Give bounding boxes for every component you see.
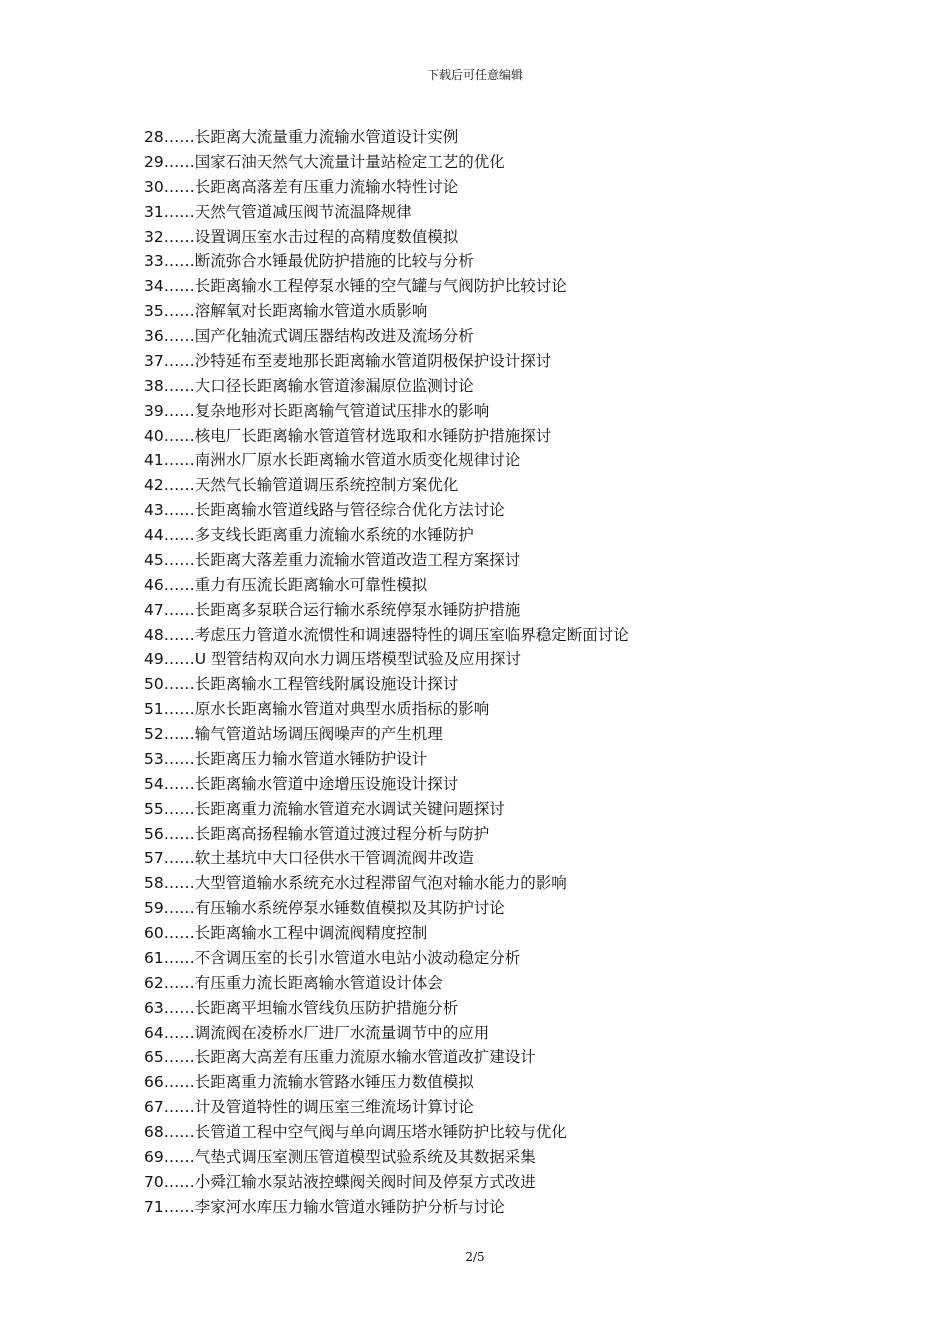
toc-item: 30……长距离高落差有压重力流输水特性讨论	[144, 177, 459, 196]
toc-item: 65……长距离大高差有压重力流原水输水管道改扩建设计	[144, 1048, 536, 1067]
toc-item: 53……长距离压力输水管道水锤防护设计	[144, 749, 428, 768]
page-header-note: 下载后可任意编辑	[426, 68, 523, 82]
toc-item: 68……长管道工程中空气阀与单向调压塔水锤防护比较与优化	[144, 1123, 567, 1141]
toc-item: 62……有压重力流长距离输水管道设计体会	[144, 973, 443, 992]
toc-item: 66……长距离重力流输水管路水锤压力数值模拟	[144, 1073, 474, 1092]
toc-item: 42……天然气长输管道调压系统控制方案优化	[144, 476, 459, 495]
page-number: 2/5	[465, 1250, 485, 1264]
toc-item: 47……长距离多泵联合运行输水系统停泵水锤防护措施	[144, 600, 521, 619]
toc-item: 31……天然气管道减压阀节流温降规律	[144, 202, 412, 221]
toc-item: 37……沙特延布至麦地那长距离输水管道阴极保护设计探讨	[144, 351, 552, 370]
toc-item: 56……长距离高扬程输水管道过渡过程分析与防护	[144, 824, 490, 843]
toc-item: 63……长距离平坦输水管线负压防护措施分析	[144, 998, 459, 1017]
toc-item: 44……多支线长距离重力流输水系统的水锤防护	[144, 526, 474, 544]
toc-item: 61……不含调压室的长引水管道水电站小波动稳定分析	[144, 948, 521, 967]
toc-item: 54……长距离输水管道中途增压设施设计探讨	[144, 774, 459, 793]
toc-item: 40……核电厂长距离输水管道管材选取和水锤防护措施探讨	[144, 426, 552, 445]
toc-item: 45……长距离大落差重力流输水管道改造工程方案探讨	[144, 550, 521, 569]
toc-item: 52……输气管道站场调压阀噪声的产生机理	[144, 725, 443, 743]
toc-item: 46……重力有压流长距离输水可靠性模拟	[144, 575, 428, 594]
toc-item: 71……李家河水库压力输水管道水锤防护分析与讨论	[144, 1197, 505, 1216]
toc-item: 41……南洲水厂原水长距离输水管道水质变化规律讨论	[144, 451, 521, 470]
toc-item: 38……大口径长距离输水管道渗漏原位监测讨论	[144, 376, 474, 395]
toc-item: 43……长距离输水管道线路与管径综合优化方法讨论	[144, 501, 505, 520]
toc-item: 59……有压输水系统停泵水锤数值模拟及其防护讨论	[144, 899, 505, 918]
toc-item: 51……原水长距离输水管道对典型水质指标的影响	[144, 700, 490, 719]
toc-item: 58……大型管道输水系统充水过程滞留气泡对输水能力的影响	[144, 874, 567, 893]
toc-item: 49……U 型管结构双向水力调压塔模型试验及应用探讨	[144, 650, 521, 669]
toc-item: 70……小舜江输水泵站液控蝶阀关阀时间及停泵方式改进	[144, 1172, 536, 1191]
toc-item: 34……长距离输水工程停泵水锤的空气罐与气阀防护比较讨论	[144, 277, 567, 296]
toc-item: 33……断流弥合水锤最优防护措施的比较与分析	[144, 252, 474, 271]
toc-item: 36……国产化轴流式调压器结构改进及流场分析	[144, 327, 474, 345]
toc-item: 55……长距离重力流输水管道充水调试关键问题探讨	[144, 799, 505, 818]
toc-item: 60……长距离输水工程中调流阀精度控制	[144, 924, 428, 942]
toc-list	[144, 125, 864, 1220]
toc-item: 67……计及管道特性的调压室三维流场计算讨论	[144, 1098, 474, 1117]
toc-item: 35……溶解氧对长距离输水管道水质影响	[144, 302, 428, 321]
toc-item: 39……复杂地形对长距离输气管道试压排水的影响	[144, 401, 490, 420]
toc-item: 57……软土基坑中大口径供水干管调流阀井改造	[144, 849, 474, 868]
toc-item: 64……调流阀在凌桥水厂进厂水流量调节中的应用	[144, 1023, 490, 1042]
toc-item: 69……气垫式调压室测压管道模型试验系统及其数据采集	[144, 1147, 536, 1166]
toc-item: 50……长距离输水工程管线附属设施设计探讨	[144, 675, 459, 694]
toc-item: 32……设置调压室水击过程的高精度数值模拟	[144, 227, 459, 246]
toc-item: 48……考虑压力管道水流惯性和调速器特性的调压室临界稳定断面讨论	[144, 625, 629, 644]
toc-item: 28……长距离大流量重力流输水管道设计实例	[144, 128, 459, 146]
toc-item: 29……国家石油天然气大流量计量站检定工艺的优化	[144, 152, 505, 171]
